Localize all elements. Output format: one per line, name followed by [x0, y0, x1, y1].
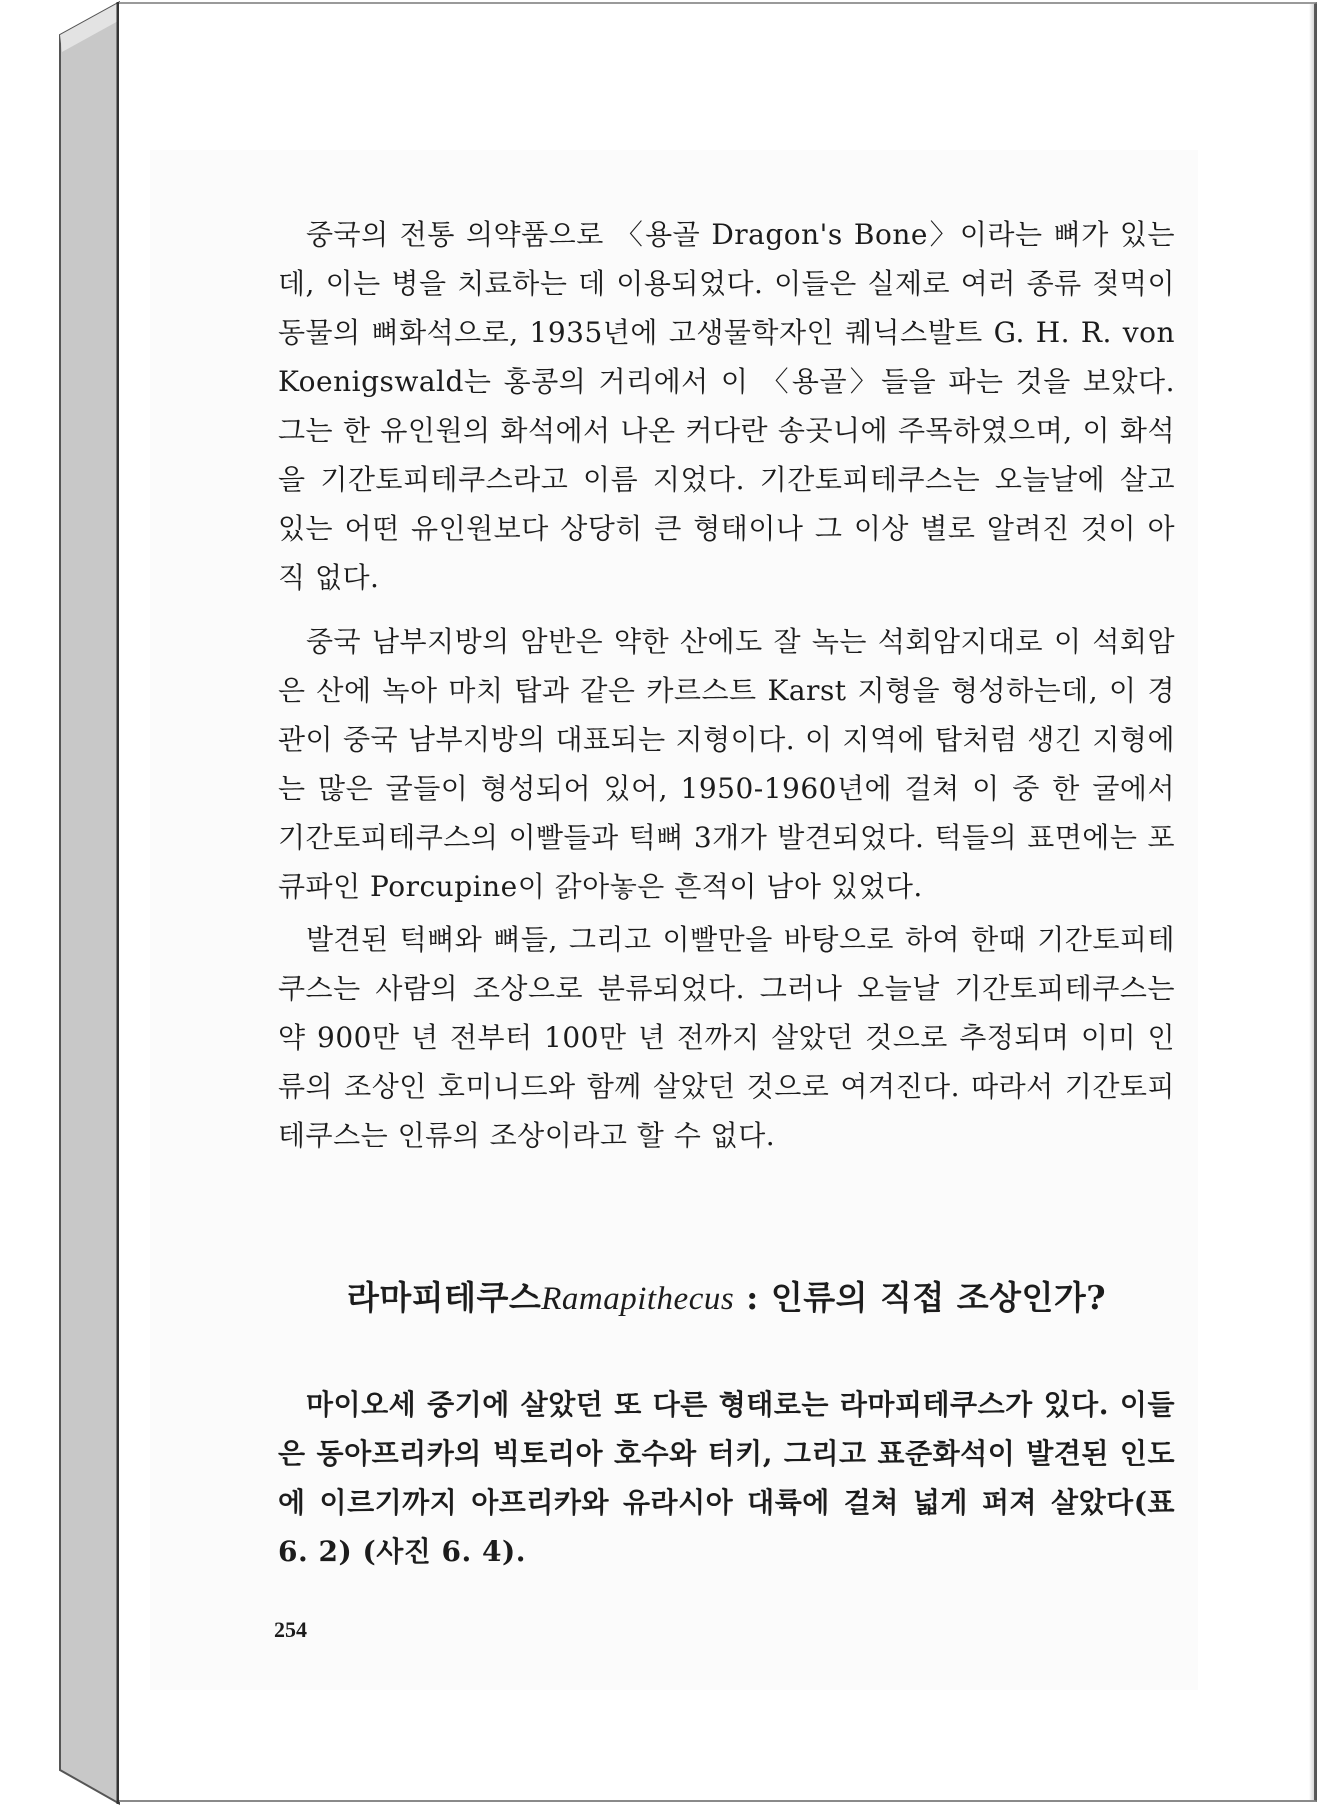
paragraph-text: 마이오세 중기에 살았던 또 다른 형태로는 라마피테쿠스가 있다. 이들은 동아프리카의 빅토리아 호수와 터키, 그리고 표준화석이 발견된 인도에 이르기까지 아프리카와 유라시아 대륙에 걸쳐 넓게 퍼져 살았다(표 6. 2) (사진 6. 4). — [278, 1388, 1175, 1568]
page-number: 254 — [274, 1617, 307, 1642]
heading-latin: Ramapithecus — [541, 1281, 735, 1317]
paragraph-classification — [278, 915, 1175, 1160]
page-edge-shadow — [1309, 4, 1317, 1800]
paragraph-text: 중국 남부지방의 암반은 약한 산에도 잘 녹는 석회암지대로 이 석회암은 산에 녹아 마치 탑과 같은 카르스트 Karst 지형을 형성하는데, 이 경관이 중국 남부지방의 대표되는 지형이다. 이 지역에 탑처럼 생긴 지형에는 많은 굴들이 형성되어 있어, 1950-1960년에 걸쳐 이 중 한 굴에서 기간토피테쿠스의 이빨들과 턱뼈 3개가 발견되었다. 턱들의 표면에는 포큐파인 Porcupine이 갉아놓은 흔적이 남아 있었다. — [278, 625, 1175, 903]
paragraph-gigantopithecus-intro — [278, 210, 1175, 602]
book-spine — [0, 0, 120, 1806]
section-heading — [278, 1272, 1175, 1319]
paragraph-ramapithecus — [278, 1380, 1175, 1576]
paragraph-text: 발견된 턱뼈와 뼈들, 그리고 이빨만을 바탕으로 하여 한때 기간토피테쿠스는 사람의 조상으로 분류되었다. 그러나 오늘날 기간토피테쿠스는 약 900만 년 전부터 100만 년 전까지 살았던 것으로 추정되며 이미 인류의 조상인 호미니드와 함께 살았던 것으로 여겨진다. 따라서 기간토피테쿠스는 인류의 조상이라고 할 수 없다. — [278, 923, 1175, 1152]
heading-rest: : 인류의 직접 조상인가? — [734, 1278, 1107, 1317]
heading-korean: 라마피테쿠스 — [346, 1278, 542, 1317]
paragraph-karst-terrain — [278, 617, 1175, 911]
paragraph-text: 중국의 전통 의약품으로 〈용골 Dragon's Bone〉이라는 뼈가 있는데, 이는 병을 치료하는 데 이용되었다. 이들은 실제로 여러 종류 젖먹이 동물의 뼈화석으로, 1935년에 고생물학자인 퀘닉스발트 G. H. R. von Koenigswald는 홍콩의 거리에서 이 〈용골〉들을 파는 것을 보았다. 그는 한 유인원의 화석에서 나온 커다란 송곳니에 주목하였으며, 이 화석을 기간토피테쿠스라고 이름 지었다. 기간토피테쿠스는 오늘날에 살고 있는 어떤 유인원보다 상당히 큰 형태이나 그 이상 별로 알려진 것이 아직 없다. — [278, 218, 1175, 594]
